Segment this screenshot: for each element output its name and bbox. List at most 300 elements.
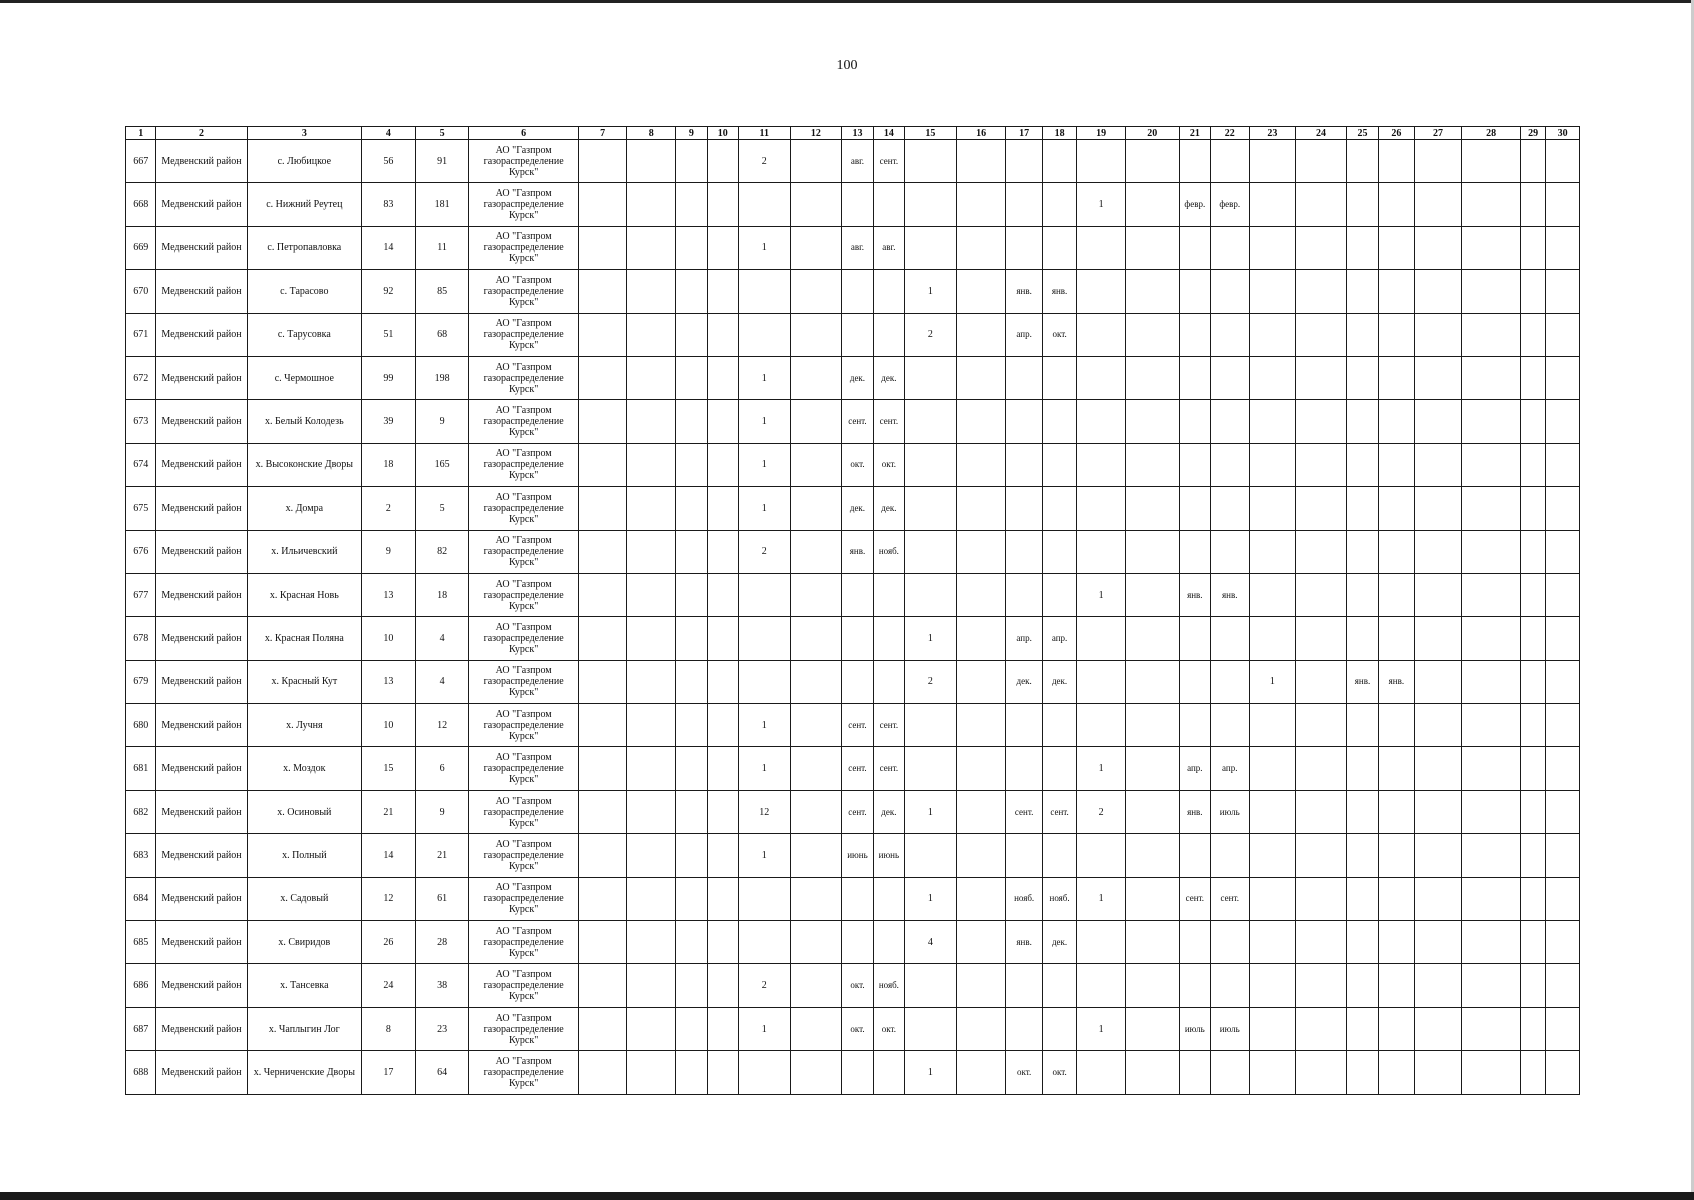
table-cell-col-16 xyxy=(956,921,1006,964)
table-cell-col-8 xyxy=(627,183,676,226)
table-cell-col-7 xyxy=(578,487,627,530)
table-cell-col-18 xyxy=(1042,400,1076,443)
table-cell-col-14: июнь xyxy=(873,834,904,877)
table-cell-col-24 xyxy=(1296,183,1347,226)
table-cell-col-2: Медвенский район xyxy=(156,704,247,747)
table-cell-col-6: АО "Газпром газораспределение Курск" xyxy=(469,704,578,747)
table-cell-col-9 xyxy=(676,400,707,443)
table-cell-col-23 xyxy=(1249,400,1296,443)
table-cell-col-7 xyxy=(578,356,627,399)
table-cell-col-16 xyxy=(956,964,1006,1007)
table-cell-col-11: 2 xyxy=(738,964,790,1007)
table-cell-col-10 xyxy=(707,183,738,226)
table-cell-col-10 xyxy=(707,400,738,443)
table-cell-col-19 xyxy=(1077,834,1126,877)
table-cell-col-12 xyxy=(790,313,842,356)
table-cell-col-6: АО "Газпром газораспределение Курск" xyxy=(469,921,578,964)
table-cell-col-14: сент. xyxy=(873,400,904,443)
table-cell-col-10 xyxy=(707,964,738,1007)
table-cell-col-11: 1 xyxy=(738,400,790,443)
table-cell-col-26 xyxy=(1379,270,1414,313)
table-cell-col-7 xyxy=(578,140,627,183)
table-cell-col-3: с. Тарусовка xyxy=(247,313,361,356)
table-row xyxy=(126,747,1580,790)
table-cell-col-23 xyxy=(1249,747,1296,790)
table-cell-col-18 xyxy=(1042,573,1076,616)
table-cell-col-5: 18 xyxy=(415,573,469,616)
table-cell-col-27 xyxy=(1414,356,1462,399)
table-cell-col-19 xyxy=(1077,270,1126,313)
table-row xyxy=(126,617,1580,660)
table-cell-col-22: июль xyxy=(1211,1007,1250,1050)
table-row xyxy=(126,487,1580,530)
table-cell-col-26 xyxy=(1379,704,1414,747)
table-cell-col-6: АО "Газпром газораспределение Курск" xyxy=(469,617,578,660)
table-cell-col-28 xyxy=(1462,487,1521,530)
table-cell-col-2: Медвенский район xyxy=(156,313,247,356)
table-cell-col-1: 673 xyxy=(126,400,156,443)
table-cell-col-24 xyxy=(1296,443,1347,486)
table-cell-col-22 xyxy=(1211,443,1250,486)
table-cell-col-3: х. Свиридов xyxy=(247,921,361,964)
table-cell-col-6: АО "Газпром газораспределение Курск" xyxy=(469,660,578,703)
table-cell-col-12 xyxy=(790,140,842,183)
table-cell-col-23 xyxy=(1249,356,1296,399)
table-cell-col-24 xyxy=(1296,313,1347,356)
table-cell-col-23 xyxy=(1249,617,1296,660)
table-cell-col-28 xyxy=(1462,747,1521,790)
column-header-18: 18 xyxy=(1042,127,1076,140)
table-cell-col-6: АО "Газпром газораспределение Курск" xyxy=(469,877,578,920)
table-cell-col-24 xyxy=(1296,226,1347,269)
table-cell-col-30 xyxy=(1546,487,1580,530)
table-cell-col-11: 2 xyxy=(738,140,790,183)
table-cell-col-5: 198 xyxy=(415,356,469,399)
table-cell-col-24 xyxy=(1296,617,1347,660)
table-cell-col-1: 680 xyxy=(126,704,156,747)
column-header-27: 27 xyxy=(1414,127,1462,140)
table-cell-col-22 xyxy=(1211,1051,1250,1094)
table-cell-col-26 xyxy=(1379,530,1414,573)
table-cell-col-8 xyxy=(627,400,676,443)
table-cell-col-23 xyxy=(1249,1007,1296,1050)
table-cell-col-28 xyxy=(1462,834,1521,877)
table-cell-col-8 xyxy=(627,660,676,703)
table-cell-col-29 xyxy=(1521,226,1546,269)
table-cell-col-28 xyxy=(1462,356,1521,399)
table-cell-col-18: апр. xyxy=(1042,617,1076,660)
table-cell-col-3: х. Осиновый xyxy=(247,790,361,833)
table-cell-col-27 xyxy=(1414,530,1462,573)
table-cell-col-20 xyxy=(1125,1051,1179,1094)
table-cell-col-5: 165 xyxy=(415,443,469,486)
table-cell-col-2: Медвенский район xyxy=(156,747,247,790)
table-cell-col-22 xyxy=(1211,487,1250,530)
table-cell-col-27 xyxy=(1414,747,1462,790)
table-cell-col-6: АО "Газпром газораспределение Курск" xyxy=(469,487,578,530)
table-cell-col-27 xyxy=(1414,964,1462,1007)
table-cell-col-18 xyxy=(1042,140,1076,183)
table-cell-col-16 xyxy=(956,1007,1006,1050)
table-cell-col-5: 23 xyxy=(415,1007,469,1050)
table-cell-col-4: 51 xyxy=(362,313,416,356)
table-cell-col-12 xyxy=(790,226,842,269)
table-cell-col-21: апр. xyxy=(1179,747,1210,790)
table-cell-col-22 xyxy=(1211,964,1250,1007)
table-cell-col-1: 667 xyxy=(126,140,156,183)
table-cell-col-17 xyxy=(1006,226,1042,269)
table-cell-col-8 xyxy=(627,313,676,356)
table-cell-col-18 xyxy=(1042,530,1076,573)
table-cell-col-26 xyxy=(1379,356,1414,399)
table-cell-col-8 xyxy=(627,921,676,964)
column-header-10: 10 xyxy=(707,127,738,140)
table-cell-col-8 xyxy=(627,877,676,920)
table-cell-col-14: сент. xyxy=(873,140,904,183)
table-cell-col-8 xyxy=(627,617,676,660)
table-cell-col-16 xyxy=(956,487,1006,530)
table-cell-col-4: 21 xyxy=(362,790,416,833)
table-cell-col-26 xyxy=(1379,487,1414,530)
table-cell-col-25 xyxy=(1346,790,1378,833)
table-cell-col-5: 4 xyxy=(415,617,469,660)
table-cell-col-25 xyxy=(1346,1007,1378,1050)
table-cell-col-11: 1 xyxy=(738,747,790,790)
table-cell-col-19 xyxy=(1077,487,1126,530)
table-cell-col-24 xyxy=(1296,747,1347,790)
table-cell-col-6: АО "Газпром газораспределение Курск" xyxy=(469,790,578,833)
table-cell-col-5: 64 xyxy=(415,1051,469,1094)
table-cell-col-5: 5 xyxy=(415,487,469,530)
table-cell-col-1: 669 xyxy=(126,226,156,269)
table-cell-col-26 xyxy=(1379,921,1414,964)
table-cell-col-25 xyxy=(1346,400,1378,443)
table-cell-col-29 xyxy=(1521,964,1546,1007)
table-cell-col-11: 1 xyxy=(738,356,790,399)
table-cell-col-11: 1 xyxy=(738,1007,790,1050)
table-cell-col-8 xyxy=(627,834,676,877)
table-row xyxy=(126,1007,1580,1050)
table-cell-col-23 xyxy=(1249,964,1296,1007)
table-cell-col-6: АО "Газпром газораспределение Курск" xyxy=(469,747,578,790)
table-cell-col-1: 678 xyxy=(126,617,156,660)
column-header-26: 26 xyxy=(1379,127,1414,140)
table-cell-col-3: с. Нижний Реутец xyxy=(247,183,361,226)
table-cell-col-21: сент. xyxy=(1179,877,1210,920)
table-cell-col-7 xyxy=(578,573,627,616)
table-cell-col-1: 675 xyxy=(126,487,156,530)
table-cell-col-20 xyxy=(1125,964,1179,1007)
table-cell-col-18: дек. xyxy=(1042,921,1076,964)
table-cell-col-23 xyxy=(1249,530,1296,573)
table-row xyxy=(126,313,1580,356)
table-cell-col-8 xyxy=(627,1051,676,1094)
table-cell-col-23 xyxy=(1249,921,1296,964)
table-cell-col-25 xyxy=(1346,573,1378,616)
table-cell-col-28 xyxy=(1462,530,1521,573)
table-cell-col-9 xyxy=(676,487,707,530)
table-cell-col-17 xyxy=(1006,443,1042,486)
table-row xyxy=(126,530,1580,573)
table-cell-col-28 xyxy=(1462,226,1521,269)
table-cell-col-14 xyxy=(873,1051,904,1094)
table-cell-col-13 xyxy=(842,183,873,226)
table-cell-col-3: х. Красный Кут xyxy=(247,660,361,703)
table-cell-col-5: 28 xyxy=(415,921,469,964)
table-cell-col-17 xyxy=(1006,183,1042,226)
table-cell-col-12 xyxy=(790,400,842,443)
table-cell-col-6: АО "Газпром газораспределение Курск" xyxy=(469,573,578,616)
table-cell-col-25 xyxy=(1346,270,1378,313)
table-cell-col-6: АО "Газпром газораспределение Курск" xyxy=(469,1051,578,1094)
table-cell-col-29 xyxy=(1521,400,1546,443)
table-cell-col-9 xyxy=(676,964,707,1007)
table-cell-col-10 xyxy=(707,747,738,790)
table-cell-col-15 xyxy=(905,747,957,790)
table-cell-col-17: апр. xyxy=(1006,313,1042,356)
table-cell-col-15 xyxy=(905,443,957,486)
table-cell-col-13: окт. xyxy=(842,964,873,1007)
table-cell-col-20 xyxy=(1125,877,1179,920)
table-cell-col-6: АО "Газпром газораспределение Курск" xyxy=(469,964,578,1007)
table-cell-col-15 xyxy=(905,226,957,269)
table-cell-col-25: янв. xyxy=(1346,660,1378,703)
table-cell-col-19 xyxy=(1077,140,1126,183)
table-cell-col-11 xyxy=(738,877,790,920)
table-cell-col-25 xyxy=(1346,226,1378,269)
column-number-header-row xyxy=(126,127,1580,140)
table-cell-col-4: 17 xyxy=(362,1051,416,1094)
table-cell-col-15 xyxy=(905,356,957,399)
table-cell-col-9 xyxy=(676,270,707,313)
table-cell-col-20 xyxy=(1125,530,1179,573)
table-cell-col-10 xyxy=(707,140,738,183)
table-cell-col-5: 68 xyxy=(415,313,469,356)
table-cell-col-3: х. Красная Новь xyxy=(247,573,361,616)
table-cell-col-23 xyxy=(1249,183,1296,226)
table-cell-col-13 xyxy=(842,617,873,660)
column-header-1: 1 xyxy=(126,127,156,140)
table-cell-col-19 xyxy=(1077,356,1126,399)
table-cell-col-29 xyxy=(1521,747,1546,790)
table-cell-col-28 xyxy=(1462,617,1521,660)
column-header-15: 15 xyxy=(905,127,957,140)
table-cell-col-16 xyxy=(956,226,1006,269)
table-cell-col-18: окт. xyxy=(1042,1051,1076,1094)
table-cell-col-28 xyxy=(1462,400,1521,443)
table-cell-col-28 xyxy=(1462,790,1521,833)
table-row xyxy=(126,834,1580,877)
table-cell-col-12 xyxy=(790,964,842,1007)
table-cell-col-3: х. Белый Колодезь xyxy=(247,400,361,443)
table-cell-col-12 xyxy=(790,921,842,964)
table-cell-col-5: 11 xyxy=(415,226,469,269)
table-cell-col-11 xyxy=(738,183,790,226)
table-cell-col-9 xyxy=(676,790,707,833)
table-cell-col-23 xyxy=(1249,226,1296,269)
table-cell-col-20 xyxy=(1125,487,1179,530)
table-cell-col-30 xyxy=(1546,270,1580,313)
table-cell-col-26 xyxy=(1379,617,1414,660)
table-cell-col-21 xyxy=(1179,530,1210,573)
table-cell-col-13: июнь xyxy=(842,834,873,877)
table-cell-col-3: х. Лучня xyxy=(247,704,361,747)
table-cell-col-16 xyxy=(956,356,1006,399)
table-cell-col-13: сент. xyxy=(842,704,873,747)
table-cell-col-20 xyxy=(1125,400,1179,443)
column-header-12: 12 xyxy=(790,127,842,140)
table-cell-col-6: АО "Газпром газораспределение Курск" xyxy=(469,140,578,183)
table-cell-col-2: Медвенский район xyxy=(156,1051,247,1094)
table-cell-col-28 xyxy=(1462,183,1521,226)
column-header-8: 8 xyxy=(627,127,676,140)
table-cell-col-24 xyxy=(1296,140,1347,183)
table-cell-col-24 xyxy=(1296,660,1347,703)
table-cell-col-13 xyxy=(842,921,873,964)
table-cell-col-7 xyxy=(578,313,627,356)
table-cell-col-10 xyxy=(707,1007,738,1050)
table-cell-col-29 xyxy=(1521,790,1546,833)
table-cell-col-16 xyxy=(956,270,1006,313)
table-cell-col-16 xyxy=(956,660,1006,703)
table-cell-col-6: АО "Газпром газораспределение Курск" xyxy=(469,226,578,269)
table-cell-col-8 xyxy=(627,226,676,269)
table-row xyxy=(126,790,1580,833)
table-cell-col-17 xyxy=(1006,573,1042,616)
table-cell-col-20 xyxy=(1125,226,1179,269)
table-cell-col-30 xyxy=(1546,400,1580,443)
table-cell-col-19 xyxy=(1077,530,1126,573)
table-cell-col-30 xyxy=(1546,790,1580,833)
scan-edge-top xyxy=(0,0,1694,3)
table-cell-col-7 xyxy=(578,921,627,964)
table-cell-col-22 xyxy=(1211,617,1250,660)
table-cell-col-27 xyxy=(1414,140,1462,183)
table-cell-col-1: 671 xyxy=(126,313,156,356)
table-cell-col-3: х. Моздок xyxy=(247,747,361,790)
table-cell-col-28 xyxy=(1462,270,1521,313)
table-cell-col-30 xyxy=(1546,226,1580,269)
table-cell-col-28 xyxy=(1462,660,1521,703)
table-cell-col-24 xyxy=(1296,921,1347,964)
table-cell-col-14: сент. xyxy=(873,747,904,790)
table-cell-col-22 xyxy=(1211,400,1250,443)
table-cell-col-17 xyxy=(1006,704,1042,747)
table-cell-col-21 xyxy=(1179,660,1210,703)
table-cell-col-17 xyxy=(1006,140,1042,183)
table-cell-col-1: 679 xyxy=(126,660,156,703)
table-cell-col-30 xyxy=(1546,704,1580,747)
table-cell-col-14: нояб. xyxy=(873,530,904,573)
table-cell-col-15: 1 xyxy=(905,1051,957,1094)
table-cell-col-22: апр. xyxy=(1211,747,1250,790)
table-cell-col-10 xyxy=(707,226,738,269)
table-cell-col-17: дек. xyxy=(1006,660,1042,703)
column-header-3: 3 xyxy=(247,127,361,140)
table-cell-col-26 xyxy=(1379,834,1414,877)
table-cell-col-30 xyxy=(1546,617,1580,660)
table-cell-col-28 xyxy=(1462,921,1521,964)
table-cell-col-19: 1 xyxy=(1077,877,1126,920)
table-cell-col-8 xyxy=(627,790,676,833)
table-cell-col-15 xyxy=(905,487,957,530)
table-cell-col-28 xyxy=(1462,877,1521,920)
column-header-23: 23 xyxy=(1249,127,1296,140)
table-cell-col-12 xyxy=(790,183,842,226)
table-cell-col-27 xyxy=(1414,1007,1462,1050)
table-cell-col-14 xyxy=(873,617,904,660)
table-cell-col-2: Медвенский район xyxy=(156,400,247,443)
table-cell-col-15 xyxy=(905,400,957,443)
table-cell-col-15: 2 xyxy=(905,660,957,703)
table-cell-col-19: 1 xyxy=(1077,183,1126,226)
table-cell-col-15 xyxy=(905,140,957,183)
table-cell-col-2: Медвенский район xyxy=(156,921,247,964)
table-cell-col-5: 9 xyxy=(415,400,469,443)
table-cell-col-29 xyxy=(1521,270,1546,313)
table-cell-col-18 xyxy=(1042,704,1076,747)
table-cell-col-25 xyxy=(1346,747,1378,790)
column-header-16: 16 xyxy=(956,127,1006,140)
table-cell-col-16 xyxy=(956,877,1006,920)
table-cell-col-15: 4 xyxy=(905,921,957,964)
table-cell-col-5: 38 xyxy=(415,964,469,1007)
table-cell-col-5: 61 xyxy=(415,877,469,920)
table-cell-col-11: 1 xyxy=(738,704,790,747)
table-cell-col-4: 83 xyxy=(362,183,416,226)
table-cell-col-2: Медвенский район xyxy=(156,660,247,703)
table-cell-col-6: АО "Газпром газораспределение Курск" xyxy=(469,443,578,486)
table-cell-col-11 xyxy=(738,617,790,660)
table-row xyxy=(126,660,1580,703)
table-cell-col-5: 4 xyxy=(415,660,469,703)
table-cell-col-10 xyxy=(707,313,738,356)
table-cell-col-15 xyxy=(905,704,957,747)
table-cell-col-6: АО "Газпром газораспределение Курск" xyxy=(469,313,578,356)
table-cell-col-4: 10 xyxy=(362,704,416,747)
table-cell-col-20 xyxy=(1125,270,1179,313)
table-cell-col-26 xyxy=(1379,747,1414,790)
table-cell-col-29 xyxy=(1521,660,1546,703)
table-cell-col-1: 674 xyxy=(126,443,156,486)
table-cell-col-23 xyxy=(1249,704,1296,747)
table-cell-col-22 xyxy=(1211,140,1250,183)
table-cell-col-10 xyxy=(707,834,738,877)
table-cell-col-28 xyxy=(1462,140,1521,183)
table-cell-col-14: дек. xyxy=(873,487,904,530)
table-cell-col-14 xyxy=(873,313,904,356)
table-cell-col-23 xyxy=(1249,443,1296,486)
table-cell-col-27 xyxy=(1414,834,1462,877)
table-cell-col-24 xyxy=(1296,790,1347,833)
table-cell-col-15 xyxy=(905,183,957,226)
table-cell-col-25 xyxy=(1346,964,1378,1007)
table-cell-col-29 xyxy=(1521,921,1546,964)
table-cell-col-21 xyxy=(1179,270,1210,313)
table-cell-col-27 xyxy=(1414,400,1462,443)
table-cell-col-14 xyxy=(873,573,904,616)
table-cell-col-7 xyxy=(578,617,627,660)
table-cell-col-27 xyxy=(1414,704,1462,747)
table-cell-col-29 xyxy=(1521,1007,1546,1050)
table-cell-col-16 xyxy=(956,704,1006,747)
table-row xyxy=(126,964,1580,1007)
table-cell-col-6: АО "Газпром газораспределение Курск" xyxy=(469,834,578,877)
table-cell-col-30 xyxy=(1546,140,1580,183)
table-cell-col-16 xyxy=(956,747,1006,790)
table-cell-col-27 xyxy=(1414,617,1462,660)
table-cell-col-4: 39 xyxy=(362,400,416,443)
